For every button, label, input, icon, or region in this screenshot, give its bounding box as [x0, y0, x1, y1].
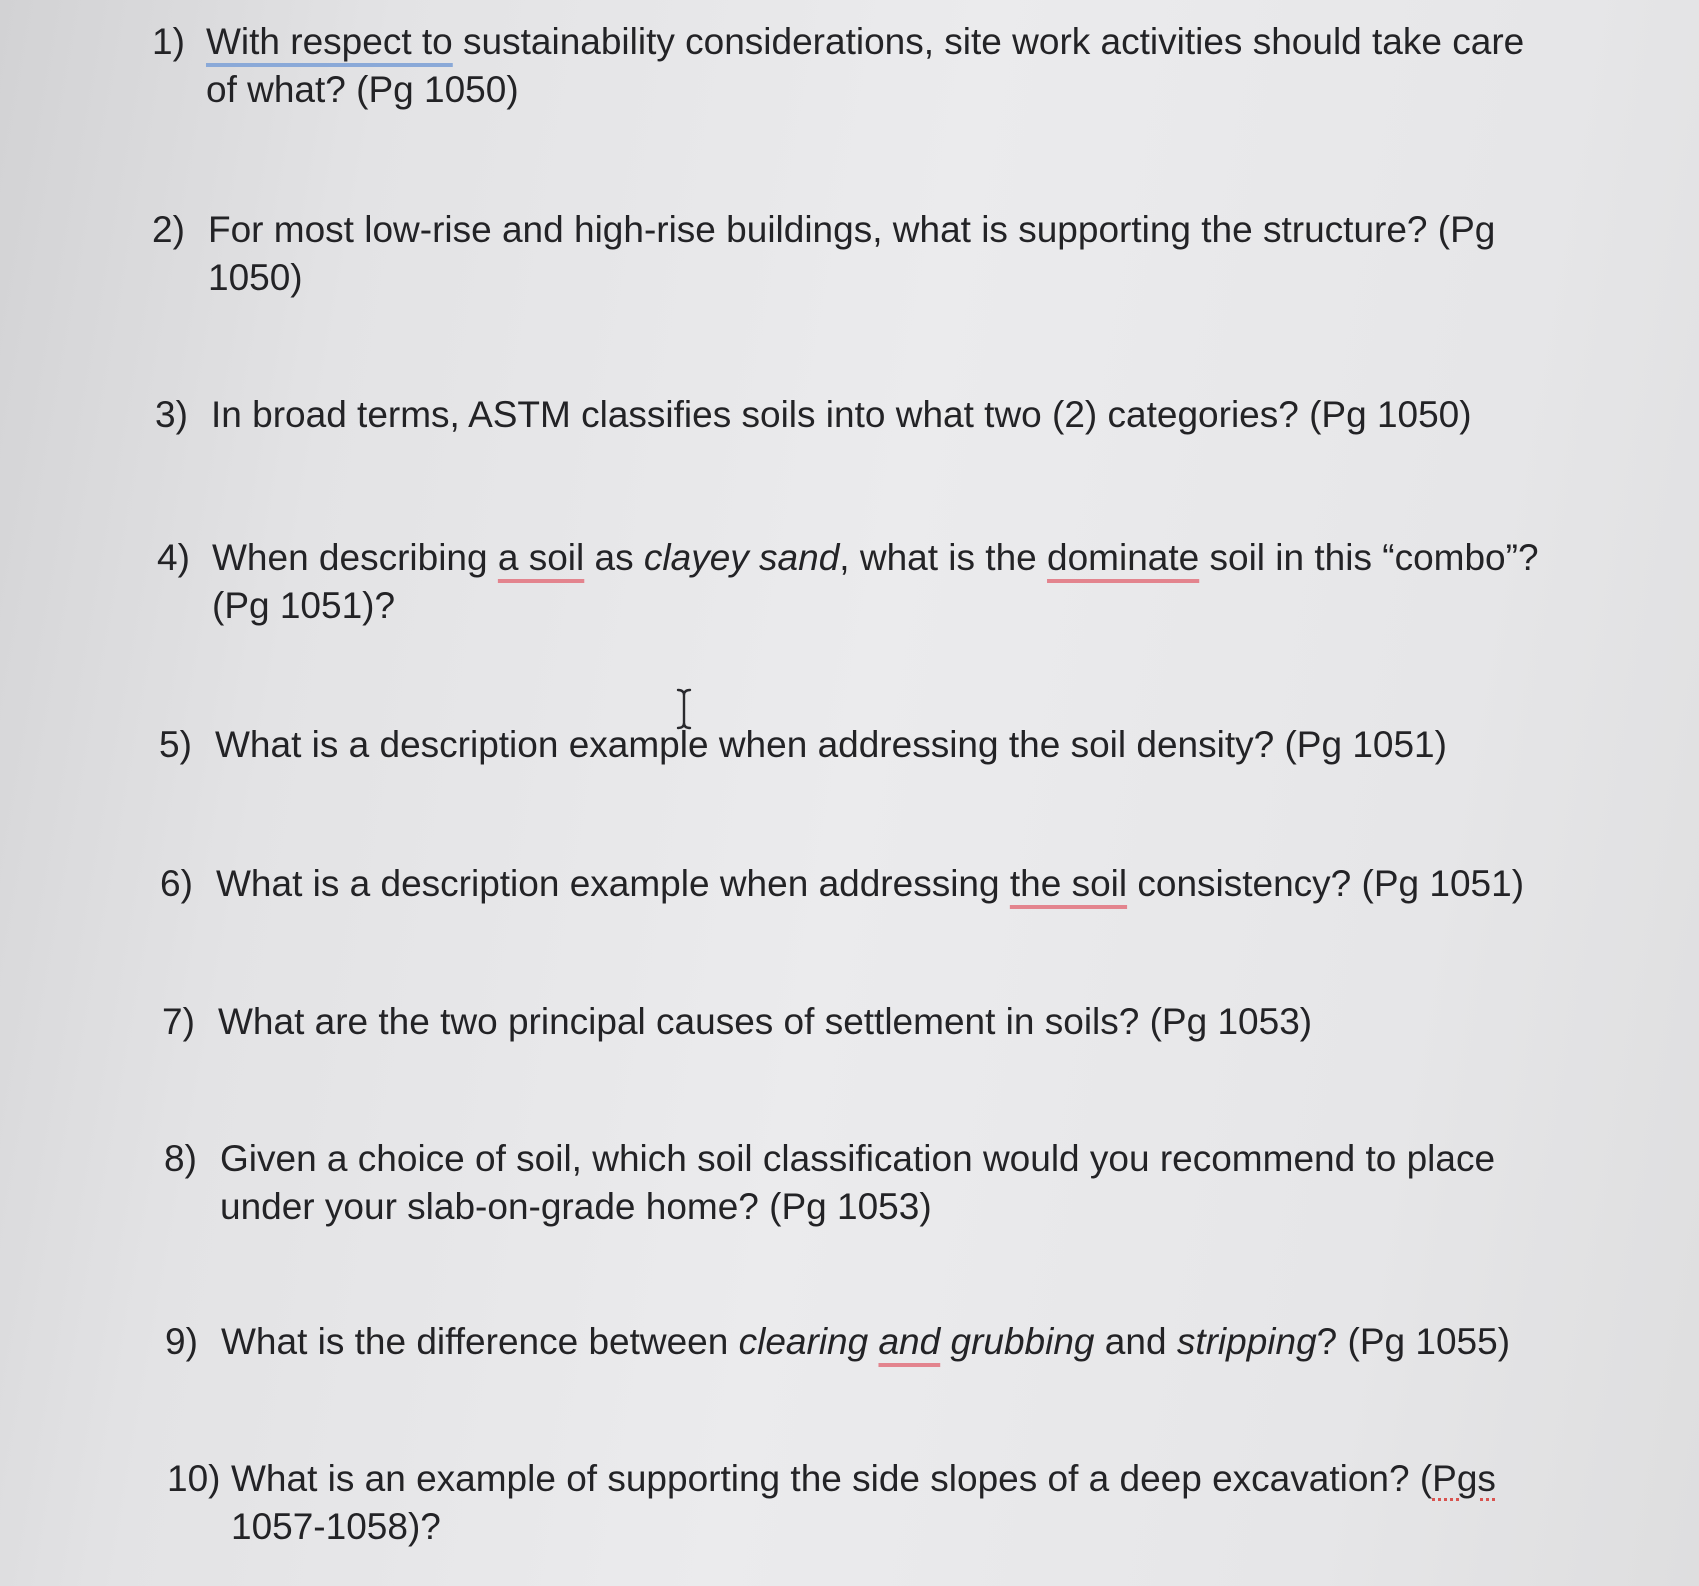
question-text [231, 1455, 1496, 1551]
question-number: 7) [162, 1001, 195, 1042]
question-line [220, 1183, 1495, 1231]
question-line [212, 582, 1539, 630]
text-segment: In broad terms, ASTM classifies soils into what two (2) categories? (Pg 1050) [211, 394, 1472, 435]
text-segment: Pgs [1432, 1458, 1496, 1499]
question-line [208, 254, 1495, 302]
text-segment: clearing [738, 1321, 879, 1362]
question-text [208, 206, 1495, 302]
question-line [206, 66, 1524, 114]
text-segment: What is an example of supporting the side slopes of a deep excavation? ( [231, 1458, 1433, 1499]
question-text [212, 534, 1539, 630]
text-segment: What is a description example when addressing the soil density? (Pg 1051) [215, 724, 1447, 765]
question-line [208, 206, 1495, 254]
question-line [206, 18, 1524, 66]
question-line [212, 534, 1539, 582]
text-segment: What are the two principal causes of settlement in soils? (Pg 1053) [218, 1001, 1313, 1042]
question-line [211, 391, 1472, 439]
text-segment: , what is the [839, 537, 1048, 578]
question-number: 6) [160, 863, 193, 904]
text-segment: 1057-1058)? [231, 1506, 441, 1547]
text-cursor-icon [674, 688, 694, 730]
text-segment: ? (Pg 1055) [1316, 1321, 1511, 1362]
text-segment: clayey sand [643, 537, 840, 578]
text-segment: and [1094, 1321, 1177, 1362]
text-segment: For most low-rise and high-rise buildings, what is supporting the structure? (Pg [208, 209, 1496, 250]
text-segment: a soil [497, 537, 585, 578]
question-text [211, 391, 1472, 439]
text-segment: Given a choice of soil, which soil classification would you recommend to place [220, 1138, 1496, 1179]
text-segment: dominate [1047, 537, 1200, 578]
text-segment: as [584, 537, 644, 578]
question-line [231, 1455, 1496, 1503]
question-line [231, 1503, 1496, 1551]
text-segment: What is a description example when addressing [216, 863, 1010, 904]
text-segment: With respect to [206, 21, 453, 62]
question-line [220, 1135, 1495, 1183]
question-number: 9) [165, 1321, 198, 1362]
question-text [206, 18, 1524, 114]
question-line [216, 860, 1524, 908]
question-text [216, 860, 1524, 908]
text-segment: soil in this “combo”? [1199, 537, 1539, 578]
text-segment: consistency? (Pg 1051) [1127, 863, 1525, 904]
text-segment: (Pg 1051)? [212, 585, 396, 626]
question-number: 1) [152, 21, 185, 62]
question-number: 8) [164, 1138, 197, 1179]
question-line [215, 721, 1447, 769]
question-number: 4) [157, 537, 190, 578]
text-segment: the soil [1009, 863, 1128, 904]
text-segment: 1050) [208, 257, 303, 298]
text-segment: What is the difference between [221, 1321, 739, 1362]
text-segment: sustainability considerations, site work activities should take care [452, 21, 1525, 62]
question-text [215, 721, 1447, 769]
question-line [221, 1318, 1510, 1366]
question-number: 10) [167, 1458, 221, 1499]
text-segment: and [878, 1321, 941, 1362]
question-number: 2) [152, 209, 185, 250]
question-text [220, 1135, 1495, 1231]
question-text [218, 998, 1312, 1046]
text-segment: under your slab-on-grade home? (Pg 1053) [220, 1186, 932, 1227]
text-segment: grubbing [940, 1321, 1095, 1362]
text-segment: When describing [212, 537, 498, 578]
text-segment: of what? (Pg 1050) [206, 69, 519, 110]
question-number: 5) [159, 724, 192, 765]
text-segment: stripping [1176, 1321, 1317, 1362]
question-line [218, 998, 1312, 1046]
question-number: 3) [155, 394, 188, 435]
question-text [221, 1318, 1510, 1366]
